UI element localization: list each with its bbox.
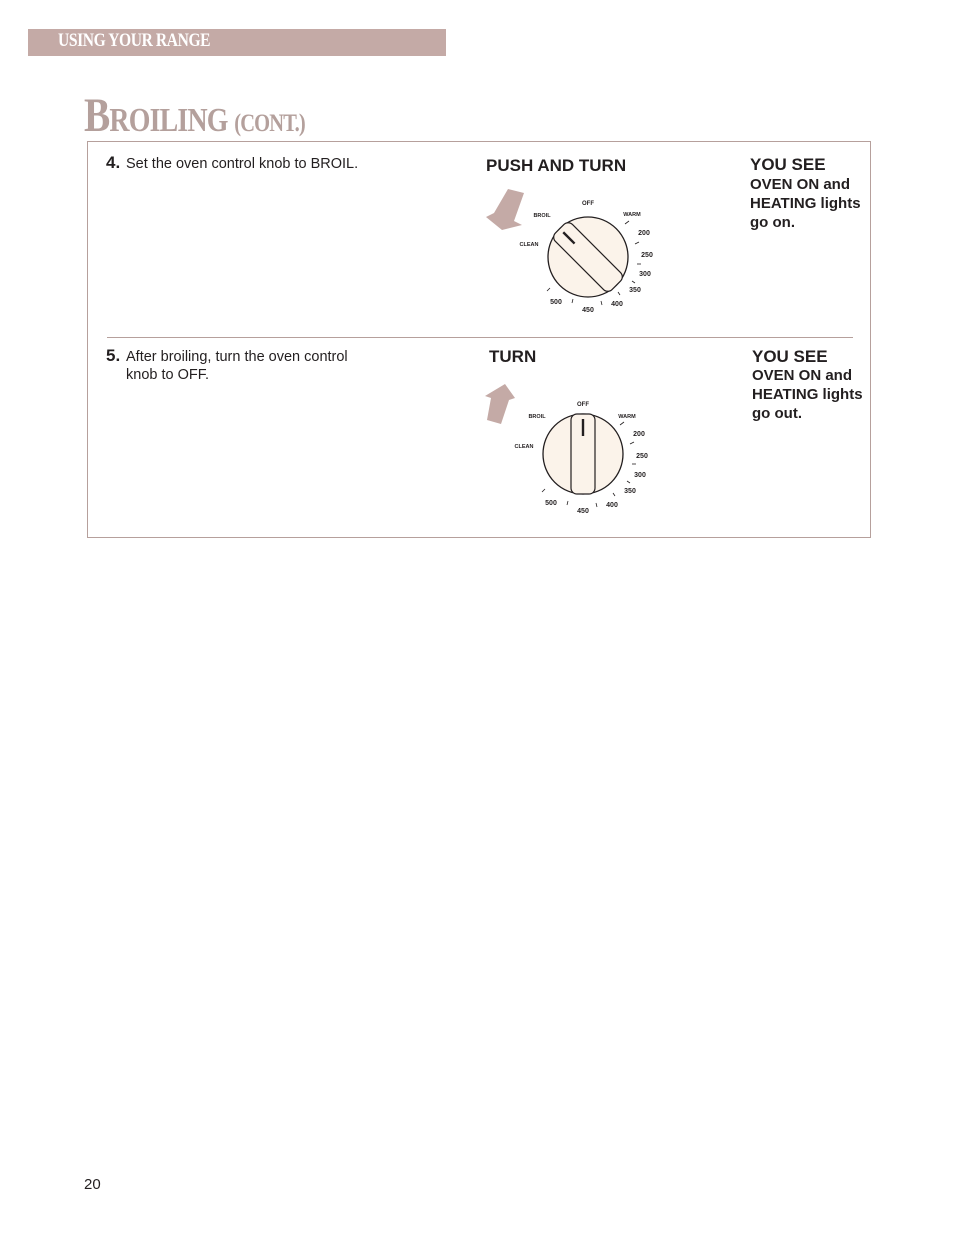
- page-title: [84, 88, 305, 143]
- step-5-you-see-text: [752, 366, 863, 423]
- dial-label-broil: BROIL: [533, 213, 551, 219]
- step-4-action-label: PUSH AND TURN: [486, 156, 627, 175]
- dial-grip: [571, 414, 595, 494]
- dial-label-450: 450: [577, 508, 589, 515]
- dial-label-broil: BROIL: [528, 414, 546, 420]
- step-5-text: [126, 348, 348, 384]
- dial-label-200: 200: [633, 431, 645, 438]
- section-label: USING YOUR RANGE: [58, 30, 211, 51]
- step-5-number: 5.: [106, 346, 121, 365]
- dial-label-clean: CLEAN: [514, 444, 534, 450]
- step-divider: [107, 337, 853, 338]
- dial-label-clean: CLEAN: [519, 242, 539, 248]
- dial-label-250: 250: [641, 252, 653, 259]
- step-5-text-line: knob to OFF.: [126, 367, 210, 383]
- you-see-line: go out.: [752, 405, 802, 422]
- step-5-text-line: After broiling, turn the oven control: [126, 349, 348, 365]
- step-4-you-see-heading: YOU SEE: [750, 155, 826, 174]
- dial-label-off: OFF: [577, 402, 589, 408]
- you-see-line: HEATING lights: [750, 195, 861, 212]
- dial-label-450: 450: [582, 307, 594, 314]
- page-number: 20: [84, 1176, 101, 1193]
- dial-label-300: 300: [639, 271, 651, 278]
- dial-label-200: 200: [638, 230, 650, 237]
- step-4-text-line: Set the oven control knob to BROIL.: [126, 156, 359, 172]
- dial-label-400: 400: [611, 301, 623, 308]
- step-4-knob-diagram: [480, 185, 680, 320]
- dial-label-warm: WARM: [623, 212, 641, 218]
- step-4-text: [126, 155, 358, 173]
- dial-label-off: OFF: [582, 201, 594, 207]
- dial-label-500: 500: [550, 299, 562, 306]
- dial-label-400: 400: [606, 502, 618, 509]
- page-title-rest: ROILING: [109, 102, 228, 139]
- dial-label-350: 350: [629, 287, 641, 294]
- dial-label-warm: WARM: [618, 414, 636, 420]
- dial-label-300: 300: [634, 472, 646, 479]
- step-5-action-label: TURN: [489, 347, 537, 366]
- step-4-number: 4.: [106, 153, 121, 172]
- turn-arrow-icon: [485, 384, 515, 424]
- step-5-knob-diagram: [475, 380, 675, 520]
- page-title-initial: B: [84, 89, 110, 142]
- dial-label-500: 500: [545, 500, 557, 507]
- page-title-suffix: (CONT.): [234, 110, 305, 137]
- step-4-you-see-text: [750, 175, 861, 232]
- you-see-line: go on.: [750, 214, 795, 231]
- dial-label-350: 350: [624, 488, 636, 495]
- push-turn-arrow-icon: [486, 189, 524, 230]
- you-see-line: OVEN ON and: [752, 367, 853, 384]
- dial-label-250: 250: [636, 453, 648, 460]
- you-see-line: OVEN ON and: [750, 176, 851, 193]
- you-see-line: HEATING lights: [752, 386, 863, 403]
- step-5-you-see-heading: YOU SEE: [752, 347, 828, 366]
- section-header-bar: [28, 29, 446, 56]
